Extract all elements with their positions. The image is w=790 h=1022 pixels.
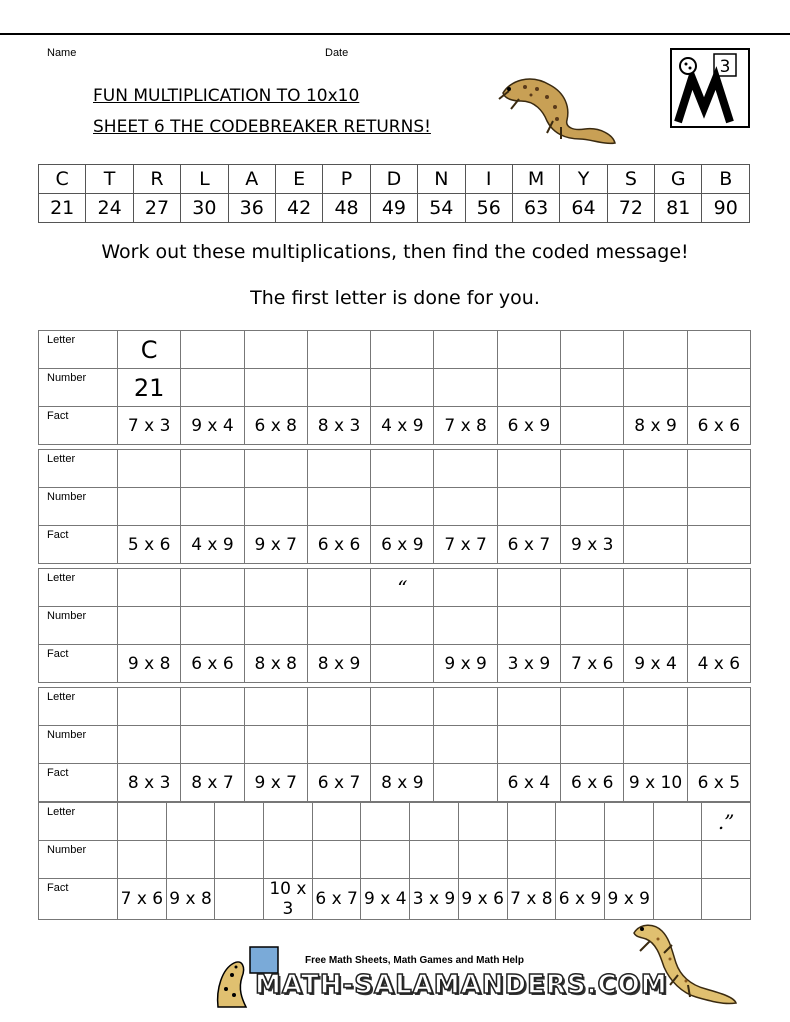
code-key-letter: E	[275, 165, 322, 194]
number-answer-cell[interactable]	[561, 726, 624, 764]
puzzle-grid-1	[38, 330, 751, 445]
fact-cell: 9 x 4	[624, 645, 687, 683]
number-row-label: Number	[39, 488, 118, 526]
number-answer-cell[interactable]	[497, 488, 560, 526]
number-answer-cell[interactable]	[244, 607, 307, 645]
code-key-number: 54	[418, 194, 465, 223]
number-answer-cell[interactable]	[181, 369, 244, 407]
letter-answer-cell[interactable]	[434, 450, 497, 488]
fact-row-label: Fact	[39, 645, 118, 683]
number-answer-cell[interactable]	[624, 488, 687, 526]
code-key-letter: I	[465, 165, 512, 194]
top-rule	[0, 33, 790, 35]
number-answer-cell[interactable]	[244, 369, 307, 407]
puzzle-row-fact	[39, 764, 751, 802]
fact-cell: 6 x 9	[556, 879, 605, 920]
letter-answer-cell[interactable]	[687, 450, 750, 488]
number-answer-cell[interactable]	[434, 488, 497, 526]
number-answer-cell[interactable]	[371, 607, 434, 645]
letter-answer-cell[interactable]	[166, 803, 215, 841]
number-answer-cell[interactable]	[118, 607, 181, 645]
code-key-number: 63	[512, 194, 559, 223]
number-answer-cell[interactable]	[497, 607, 560, 645]
code-key-number: 21	[39, 194, 86, 223]
letter-answer-cell[interactable]	[624, 450, 687, 488]
fact-cell: 6 x 7	[312, 879, 361, 920]
fact-cell: 8 x 3	[118, 764, 181, 802]
fact-row-label: Fact	[39, 526, 118, 564]
letter-answer-cell[interactable]	[624, 331, 687, 369]
letter-answer-cell[interactable]	[118, 803, 167, 841]
number-answer-cell[interactable]	[181, 607, 244, 645]
letter-answer-cell[interactable]	[371, 688, 434, 726]
number-answer-cell[interactable]	[604, 841, 653, 879]
number-answer-cell[interactable]	[497, 369, 560, 407]
letter-answer-cell[interactable]	[118, 450, 181, 488]
letter-answer-cell[interactable]	[244, 569, 307, 607]
letter-answer-cell[interactable]	[434, 569, 497, 607]
footer-tagline: Free Math Sheets, Math Games and Math Help	[305, 955, 524, 966]
number-answer-cell[interactable]	[312, 841, 361, 879]
number-answer-cell[interactable]	[561, 607, 624, 645]
code-key-letter: G	[655, 165, 702, 194]
puzzle-row-letter	[39, 450, 751, 488]
code-key-letter: R	[133, 165, 180, 194]
number-answer-cell[interactable]	[244, 488, 307, 526]
code-key-letter: A	[228, 165, 275, 194]
puzzle-row-letter	[39, 331, 751, 369]
code-key-number: 90	[702, 194, 750, 223]
number-answer-cell[interactable]	[215, 841, 264, 879]
letter-answer-cell[interactable]	[118, 569, 181, 607]
number-answer-cell[interactable]	[653, 841, 702, 879]
letter-row-label: Letter	[39, 331, 118, 369]
code-key-number: 48	[323, 194, 370, 223]
number-row-label: Number	[39, 726, 118, 764]
number-answer-cell[interactable]: 21	[118, 369, 181, 407]
puzzle-row-fact	[39, 526, 751, 564]
letter-answer-cell[interactable]: C	[118, 331, 181, 369]
letter-answer-cell[interactable]	[307, 569, 370, 607]
worksheet-subtitle: SHEET 6 THE CODEBREAKER RETURNS!	[93, 117, 431, 137]
letter-answer-cell[interactable]	[307, 450, 370, 488]
fact-cell	[653, 879, 702, 920]
worksheet-title: FUN MULTIPLICATION TO 10x10	[93, 86, 360, 106]
fact-cell: 7 x 6	[561, 645, 624, 683]
instruction-line-2: The first letter is done for you.	[250, 287, 540, 309]
letter-answer-cell[interactable]	[244, 331, 307, 369]
fact-cell: 4 x 6	[687, 645, 750, 683]
number-answer-cell[interactable]	[118, 488, 181, 526]
fact-cell: 9 x 8	[118, 645, 181, 683]
fact-cell: 9 x 10	[624, 764, 687, 802]
code-key-number: 72	[607, 194, 654, 223]
puzzle-grid-5	[38, 802, 751, 920]
code-key-letter: Y	[560, 165, 607, 194]
fact-cell: 9 x 9	[434, 645, 497, 683]
fact-cell	[371, 645, 434, 683]
number-answer-cell[interactable]	[371, 369, 434, 407]
letter-answer-cell[interactable]	[434, 688, 497, 726]
puzzle-row-number	[39, 369, 751, 407]
number-answer-cell[interactable]	[624, 607, 687, 645]
letter-answer-cell[interactable]	[181, 450, 244, 488]
fact-cell: 9 x 7	[244, 764, 307, 802]
fact-cell: 6 x 9	[497, 407, 560, 445]
fact-cell: 9 x 3	[561, 526, 624, 564]
letter-row-label: Letter	[39, 569, 118, 607]
instruction-line-1: Work out these multiplications, then find the coded message!	[101, 241, 689, 263]
letter-answer-cell[interactable]	[215, 803, 264, 841]
fact-cell: 4 x 9	[371, 407, 434, 445]
number-answer-cell[interactable]	[307, 369, 370, 407]
letter-row-label: Letter	[39, 450, 118, 488]
fact-cell: 9 x 4	[361, 879, 410, 920]
letter-answer-cell[interactable]	[264, 803, 313, 841]
puzzle-row-number	[39, 726, 751, 764]
puzzle-row-letter	[39, 688, 751, 726]
fact-cell: 9 x 8	[166, 879, 215, 920]
number-answer-cell[interactable]	[556, 841, 605, 879]
puzzle-grid-4	[38, 687, 751, 802]
letter-answer-cell[interactable]	[458, 803, 507, 841]
letter-answer-cell[interactable]	[561, 688, 624, 726]
letter-row-label: Letter	[39, 803, 118, 841]
fact-cell: 7 x 8	[434, 407, 497, 445]
fact-cell: 6 x 6	[687, 407, 750, 445]
code-key-letter: P	[323, 165, 370, 194]
fact-cell: 8 x 8	[244, 645, 307, 683]
fact-row-label: Fact	[39, 407, 118, 445]
fact-cell: 3 x 9	[410, 879, 459, 920]
code-key-number: 49	[370, 194, 417, 223]
salamander-illustration	[495, 65, 620, 150]
number-answer-cell[interactable]	[624, 369, 687, 407]
number-answer-cell[interactable]	[434, 369, 497, 407]
puzzle-row-letter	[39, 569, 751, 607]
number-answer-cell[interactable]	[687, 726, 750, 764]
code-key-letter: D	[370, 165, 417, 194]
letter-answer-cell[interactable]	[604, 803, 653, 841]
letter-answer-cell[interactable]	[687, 688, 750, 726]
number-answer-cell[interactable]	[507, 841, 556, 879]
fact-cell	[624, 526, 687, 564]
fact-cell: 4 x 9	[181, 526, 244, 564]
number-answer-cell[interactable]	[307, 607, 370, 645]
number-answer-cell[interactable]	[181, 488, 244, 526]
fact-cell: 7 x 7	[434, 526, 497, 564]
number-answer-cell[interactable]	[687, 369, 750, 407]
fact-row-label: Fact	[39, 764, 118, 802]
code-key-number: 24	[86, 194, 133, 223]
code-key-letter: S	[607, 165, 654, 194]
number-answer-cell[interactable]	[118, 841, 167, 879]
letter-answer-cell[interactable]	[624, 569, 687, 607]
fact-cell: 6 x 9	[371, 526, 434, 564]
fact-cell: 7 x 6	[118, 879, 167, 920]
number-answer-cell[interactable]	[687, 607, 750, 645]
number-answer-cell[interactable]	[561, 488, 624, 526]
code-key-letter: M	[512, 165, 559, 194]
puzzle-grid-2	[38, 449, 751, 564]
puzzle-row-letter	[39, 803, 751, 841]
letter-answer-cell[interactable]	[181, 569, 244, 607]
letter-row-label: Letter	[39, 688, 118, 726]
code-key-letter: T	[86, 165, 133, 194]
letter-answer-cell[interactable]	[181, 331, 244, 369]
letter-answer-cell[interactable]	[624, 688, 687, 726]
number-answer-cell[interactable]	[702, 841, 751, 879]
code-key-number: 27	[133, 194, 180, 223]
number-answer-cell[interactable]	[307, 488, 370, 526]
letter-answer-cell[interactable]	[371, 450, 434, 488]
number-row-label: Number	[39, 607, 118, 645]
fact-row-label: Fact	[39, 879, 118, 920]
code-key-table	[38, 164, 750, 223]
letter-answer-cell[interactable]	[561, 450, 624, 488]
number-answer-cell[interactable]	[561, 369, 624, 407]
number-row-label: Number	[39, 369, 118, 407]
fact-cell: 9 x 6	[458, 879, 507, 920]
letter-answer-cell[interactable]	[497, 569, 560, 607]
letter-answer-cell[interactable]	[244, 450, 307, 488]
letter-answer-cell[interactable]	[507, 803, 556, 841]
fact-cell: 9 x 9	[604, 879, 653, 920]
fact-cell: 6 x 5	[687, 764, 750, 802]
fact-cell	[215, 879, 264, 920]
letter-answer-cell[interactable]	[561, 331, 624, 369]
letter-answer-cell[interactable]	[687, 331, 750, 369]
fact-cell: 3 x 9	[497, 645, 560, 683]
code-key-number: 36	[228, 194, 275, 223]
number-answer-cell[interactable]	[687, 488, 750, 526]
number-answer-cell[interactable]	[118, 726, 181, 764]
puzzle-row-number	[39, 607, 751, 645]
letter-answer-cell[interactable]: .”	[702, 803, 751, 841]
letter-answer-cell[interactable]	[244, 688, 307, 726]
badge-number: 3	[719, 57, 731, 77]
letter-answer-cell[interactable]	[118, 688, 181, 726]
letter-answer-cell[interactable]	[181, 688, 244, 726]
fact-cell: 10 x 3	[264, 879, 313, 920]
fact-cell: 5 x 6	[118, 526, 181, 564]
number-answer-cell[interactable]	[434, 607, 497, 645]
fact-cell: 7 x 3	[118, 407, 181, 445]
fact-cell	[687, 526, 750, 564]
name-label: Name	[47, 47, 77, 59]
number-answer-cell[interactable]	[371, 726, 434, 764]
puzzle-grid-3	[38, 568, 751, 683]
code-key-letter: L	[181, 165, 228, 194]
fact-cell: 8 x 9	[307, 645, 370, 683]
code-key-number: 42	[275, 194, 322, 223]
code-key-number: 30	[181, 194, 228, 223]
puzzle-row-fact	[39, 645, 751, 683]
letter-answer-cell[interactable]	[434, 331, 497, 369]
fact-cell	[561, 407, 624, 445]
number-answer-cell[interactable]	[166, 841, 215, 879]
fact-cell: 6 x 8	[244, 407, 307, 445]
puzzle-row-fact	[39, 879, 751, 920]
fact-cell: 9 x 7	[244, 526, 307, 564]
fact-cell: 6 x 6	[307, 526, 370, 564]
number-answer-cell[interactable]	[264, 841, 313, 879]
puzzle-row-number	[39, 841, 751, 879]
code-key-letter: N	[418, 165, 465, 194]
fact-cell: 9 x 4	[181, 407, 244, 445]
fact-cell	[702, 879, 751, 920]
code-key-letter: C	[39, 165, 86, 194]
number-answer-cell[interactable]	[371, 488, 434, 526]
number-answer-cell[interactable]	[458, 841, 507, 879]
salamanders-logo-badge	[670, 48, 750, 128]
letter-answer-cell[interactable]	[307, 331, 370, 369]
letter-answer-cell[interactable]	[687, 569, 750, 607]
letter-answer-cell[interactable]	[361, 803, 410, 841]
number-answer-cell[interactable]	[410, 841, 459, 879]
number-answer-cell[interactable]	[361, 841, 410, 879]
code-key-number: 56	[465, 194, 512, 223]
number-answer-cell[interactable]	[244, 726, 307, 764]
fact-cell: 8 x 9	[371, 764, 434, 802]
letter-answer-cell[interactable]	[312, 803, 361, 841]
number-answer-cell[interactable]	[181, 726, 244, 764]
letter-answer-cell[interactable]	[307, 688, 370, 726]
fact-cell: 6 x 6	[181, 645, 244, 683]
letter-answer-cell[interactable]	[497, 331, 560, 369]
fact-cell: 8 x 3	[307, 407, 370, 445]
fact-cell: 8 x 7	[181, 764, 244, 802]
letter-answer-cell[interactable]	[497, 450, 560, 488]
letter-answer-cell[interactable]	[497, 688, 560, 726]
number-answer-cell[interactable]	[624, 726, 687, 764]
code-key-number: 64	[560, 194, 607, 223]
fact-cell: 6 x 6	[561, 764, 624, 802]
letter-answer-cell[interactable]	[561, 569, 624, 607]
puzzle-row-fact	[39, 407, 751, 445]
fact-cell: 6 x 4	[497, 764, 560, 802]
number-row-label: Number	[39, 841, 118, 879]
footer-site-logo[interactable]: MATH-SALAMANDERS.COM	[255, 970, 668, 1000]
letter-answer-cell[interactable]	[556, 803, 605, 841]
number-answer-cell[interactable]	[434, 726, 497, 764]
fact-cell	[434, 764, 497, 802]
letter-answer-cell[interactable]	[653, 803, 702, 841]
number-answer-cell[interactable]	[497, 726, 560, 764]
puzzle-row-number	[39, 488, 751, 526]
number-answer-cell[interactable]	[307, 726, 370, 764]
letter-answer-cell[interactable]	[371, 331, 434, 369]
fact-cell: 6 x 7	[307, 764, 370, 802]
code-key-number: 81	[655, 194, 702, 223]
letter-answer-cell[interactable]: “	[371, 569, 434, 607]
date-label: Date	[325, 47, 349, 59]
code-key-letter: B	[702, 165, 750, 194]
fact-cell: 7 x 8	[507, 879, 556, 920]
letter-answer-cell[interactable]	[410, 803, 459, 841]
fact-cell: 6 x 7	[497, 526, 560, 564]
fact-cell: 8 x 9	[624, 407, 687, 445]
